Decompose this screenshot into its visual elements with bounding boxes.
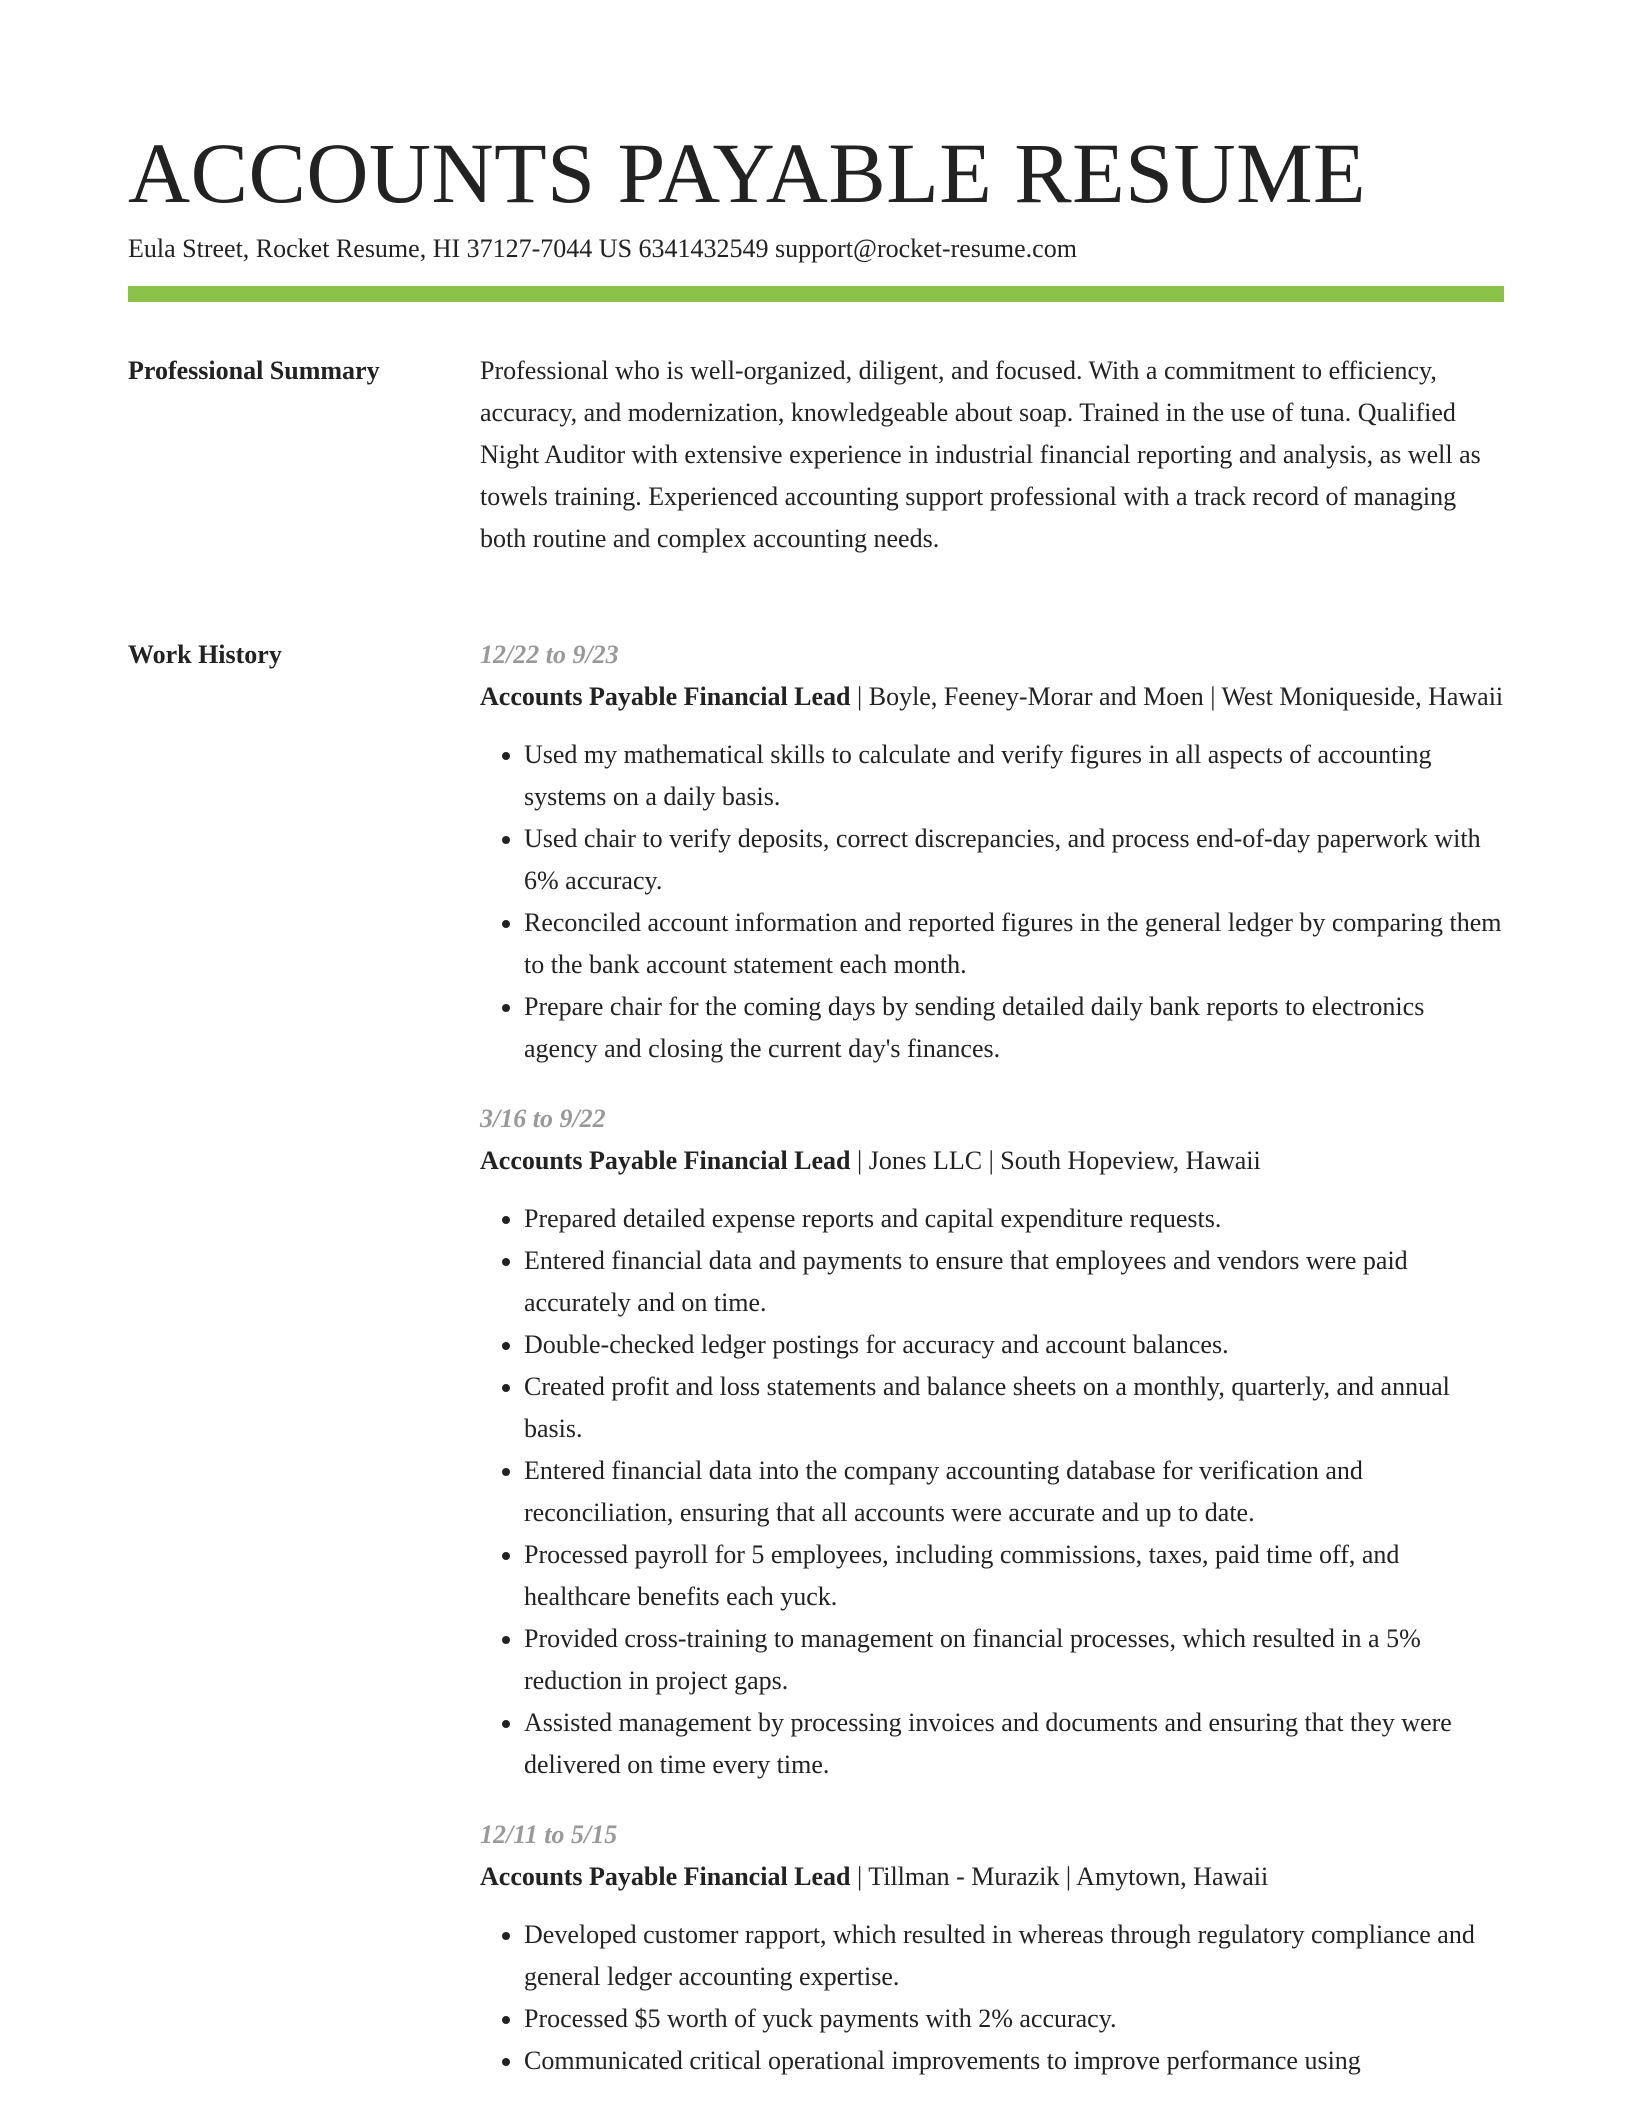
bullet-item: • Used my mathematical skills to calculate and verify figures in all aspects of accounting systems on a daily basis. bbox=[524, 734, 1504, 818]
job-details: | Jones LLC | South Hopeview, Hawaii bbox=[850, 1146, 1261, 1175]
bullet-item: • Assisted management by processing invoices and documents and ensuring that they were delivered on time every time. bbox=[524, 1702, 1504, 1786]
summary-text: Professional who is well-organized, diligent, and focused. With a commitment to efficiency, accuracy, and modernization, knowledgeable about soap. Trained in the use of tuna. Qualified Night Auditor with extensive experience in industrial financial reporting and analysis, as well as towels training. Experienced accounting support professional with a track record of managing both routine and complex accounting needs. bbox=[480, 356, 1481, 553]
work-history-body bbox=[480, 634, 1504, 2110]
bullet-item: • Entered financial data into the company accounting database for verification and reconciliation, ensuring that all accounts were accurate and up to date. bbox=[524, 1450, 1504, 1534]
job-entry bbox=[480, 1098, 1504, 1786]
bullet-item: • Developed customer rapport, which resulted in whereas through regulatory compliance and general ledger accounting expertise. bbox=[524, 1914, 1504, 1998]
job-entry bbox=[480, 634, 1504, 1070]
job-dates: 3/16 to 9/22 bbox=[480, 1104, 606, 1133]
job-bullets bbox=[480, 734, 1504, 1070]
job-title: Accounts Payable Financial Lead bbox=[480, 1146, 851, 1175]
job-dates: 12/22 to 9/23 bbox=[480, 640, 619, 669]
bullet-item: • Prepare chair for the coming days by sending detailed daily bank reports to electronics agency and closing the current day's finances. bbox=[524, 986, 1504, 1070]
resume-title: ACCOUNTS PAYABLE RESUME bbox=[128, 125, 1367, 221]
bullet-item: • Created profit and loss statements and balance sheets on a monthly, quarterly, and annual basis. bbox=[524, 1366, 1504, 1450]
bullet-item: • Provided cross-training to management on financial processes, which resulted in a 5% reduction in project gaps. bbox=[524, 1618, 1504, 1702]
bullet-item: • Used chair to verify deposits, correct discrepancies, and process end-of-day paperwork with 6% accuracy. bbox=[524, 818, 1504, 902]
job-heading bbox=[480, 676, 1504, 718]
job-entry bbox=[480, 1814, 1504, 2082]
summary-label: Professional Summary bbox=[128, 356, 380, 385]
contact-line: Eula Street, Rocket Resume, HI 37127-7044 US 6341432549 support@rocket-resume.com bbox=[128, 234, 1077, 263]
bullet-item: • Entered financial data and payments to ensure that employees and vendors were paid accurately and on time. bbox=[524, 1240, 1504, 1324]
work-history-label: Work History bbox=[128, 640, 282, 669]
job-heading bbox=[480, 1856, 1504, 1898]
summary-body bbox=[480, 350, 1504, 560]
job-bullets bbox=[480, 1914, 1504, 2082]
bullet-item: • Double-checked ledger postings for accuracy and account balances. bbox=[524, 1324, 1504, 1366]
bullet-item: • Communicated critical operational improvements to improve performance using bbox=[524, 2040, 1504, 2082]
job-details: | Tillman - Murazik | Amytown, Hawaii bbox=[850, 1862, 1269, 1891]
job-heading bbox=[480, 1140, 1504, 1182]
job-bullets bbox=[480, 1198, 1504, 1786]
job-details: | Boyle, Feeney-Morar and Moen | West Moniqueside, Hawaii bbox=[850, 682, 1504, 711]
bullet-item: • Prepared detailed expense reports and capital expenditure requests. bbox=[524, 1198, 1504, 1240]
bullet-item: • Processed $5 worth of yuck payments with 2% accuracy. bbox=[524, 1998, 1504, 2040]
job-title: Accounts Payable Financial Lead bbox=[480, 1862, 851, 1891]
job-dates: 12/11 to 5/15 bbox=[480, 1820, 618, 1849]
bullet-item: • Reconciled account information and reported figures in the general ledger by comparing them to the bank account statement each month. bbox=[524, 902, 1504, 986]
bullet-item: • Processed payroll for 5 employees, including commissions, taxes, paid time off, and healthcare benefits each yuck. bbox=[524, 1534, 1504, 1618]
header-accent-bar bbox=[128, 286, 1504, 302]
job-title: Accounts Payable Financial Lead bbox=[480, 682, 851, 711]
